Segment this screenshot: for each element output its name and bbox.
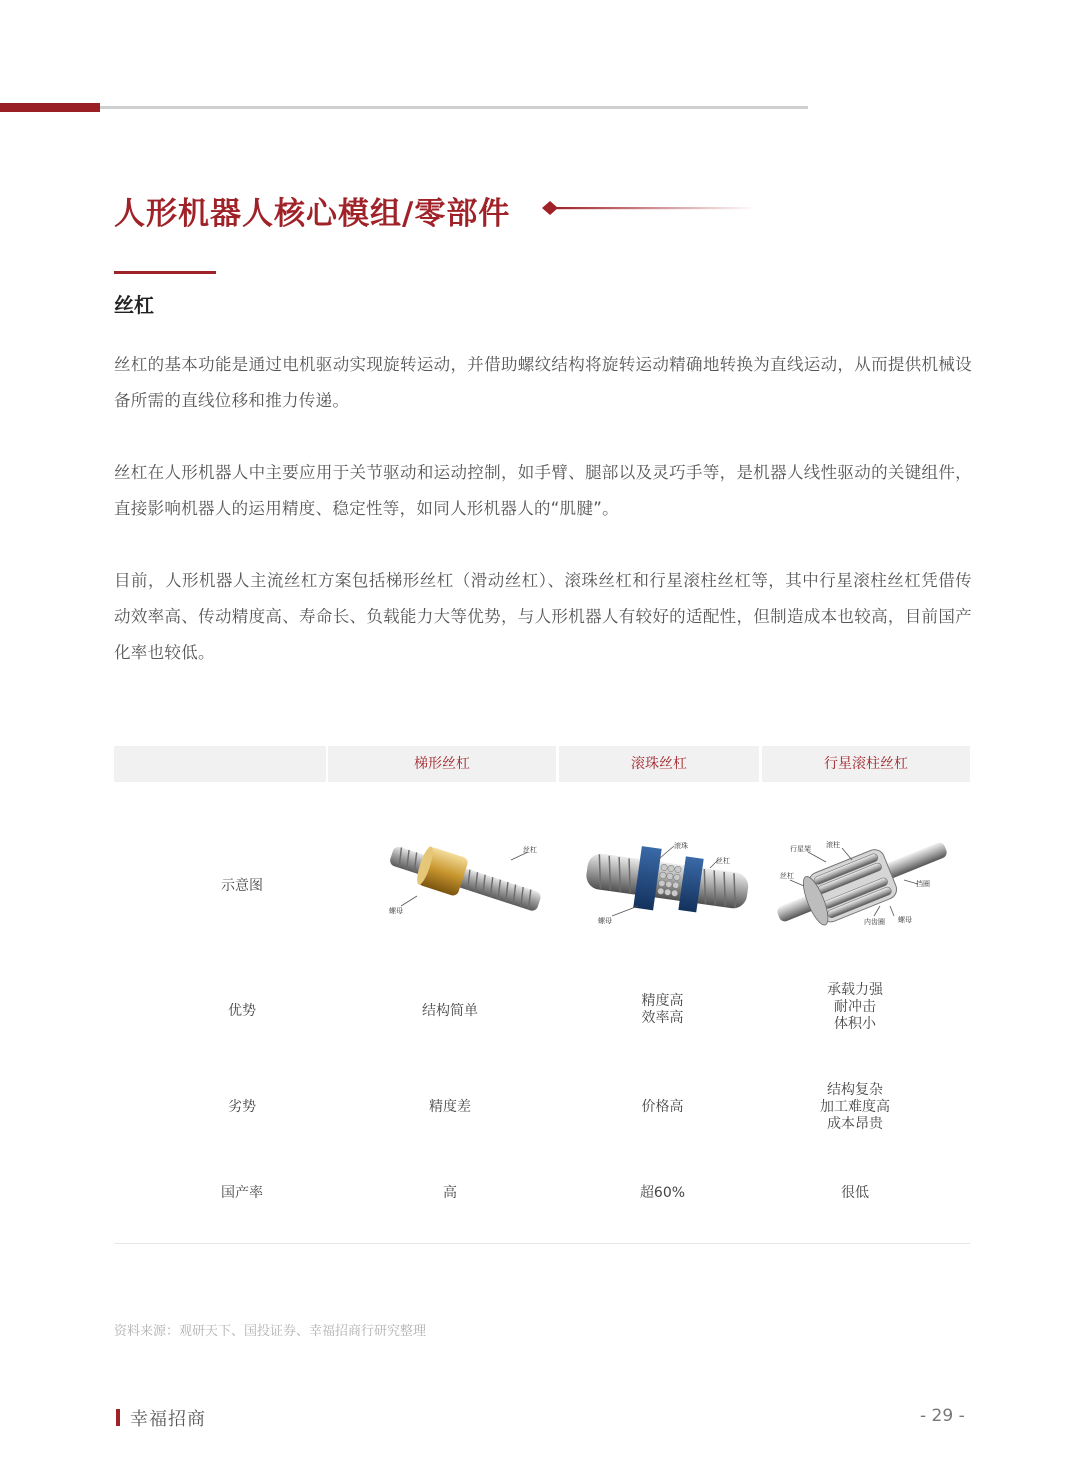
row-label-advantage: 优势 [228, 1003, 256, 1019]
table-bottom-rule [114, 1243, 970, 1244]
row-label-disadvantage: 劣势 [228, 1099, 256, 1115]
paragraph-intro: 丝杠的基本功能是通过电机驱动实现旋转运动，并借助螺纹结构将旋转运动精确地转换为直线运动，从而提供机械设备所需的直线位移和推力传递。 [114, 355, 972, 410]
disadvantage-planetary: 结构复杂 加工难度高 成本昂贵 [820, 1082, 890, 1132]
row-label-localization: 国产率 [221, 1185, 263, 1201]
label-nut: 螺母 [598, 917, 612, 925]
page-title: 人形机器人核心模组/零部件 [114, 196, 511, 232]
row-label-diagram: 示意图 [221, 878, 263, 894]
header-accent-bar [0, 103, 100, 112]
header-cell-trapezoid: 梯形丝杠 [328, 746, 556, 782]
disadvantage-trapezoid: 精度差 [429, 1099, 471, 1115]
trapezoid-screw-illustration [383, 838, 548, 918]
footer-brand: 幸福招商 [130, 1409, 206, 1430]
advantage-ball: 精度高 效率高 [641, 993, 684, 1026]
localization-planetary: 很低 [841, 1185, 869, 1201]
label-screw: 丝杠 [780, 872, 794, 880]
header-cell-empty [114, 746, 326, 782]
label-screw: 丝杠 [523, 846, 537, 854]
header-cell-planetary: 行星滚柱丝杠 [762, 746, 970, 782]
paragraph-application: 丝杠在人形机器人中主要应用于关节驱动和运动控制，如手臂、腿部以及灵巧手等，是机器人线性驱动的关键组件，直接影响机器人的运用精度、稳定性等，如同人形机器人的“肌腱”。 [114, 463, 972, 518]
label-ball: 滚珠 [674, 842, 688, 850]
label-nut: 螺母 [898, 916, 912, 924]
source-note: 资料来源：观研天下、国投证券、幸福招商行研究整理 [114, 1324, 427, 1339]
localization-ball: 超60% [639, 1185, 686, 1201]
label-ring: 挡圈 [916, 880, 930, 888]
disadvantage-ball: 价格高 [641, 1099, 684, 1115]
label-screw: 丝杠 [716, 857, 730, 865]
header-cell-ball: 滚珠丝杠 [559, 746, 759, 782]
advantage-trapezoid: 结构简单 [422, 1003, 478, 1019]
header-rule [100, 106, 808, 109]
label-nut: 螺母 [389, 907, 403, 915]
section-title: 丝杠 [114, 293, 154, 317]
footer-accent-bar [116, 1409, 120, 1426]
section-underline [114, 271, 216, 274]
label-roller: 滚柱 [826, 841, 840, 849]
page-number: - 29 - [920, 1406, 965, 1426]
label-inner-ring: 内齿圈 [864, 918, 885, 926]
localization-trapezoid: 高 [443, 1185, 457, 1201]
label-carrier: 行星架 [790, 845, 811, 853]
title-diamond-decoration [540, 198, 760, 218]
comparison-table-header [114, 746, 970, 782]
planetary-roller-screw-illustration [782, 836, 942, 928]
ball-screw-illustration [582, 838, 752, 928]
paragraph-solutions: 目前，人形机器人主流丝杠方案包括梯形丝杠（滑动丝杠）、滚珠丝杠和行星滚柱丝杠等，其中行星滚柱丝杠凭借传动效率高、传动精度高、寿命长、负载能力大等优势，与人形机器人有较好的适配性，但制造成本也较高，目前国产化率也较低。 [114, 571, 972, 662]
advantage-planetary: 承载力强 耐冲击 体积小 [827, 982, 883, 1032]
